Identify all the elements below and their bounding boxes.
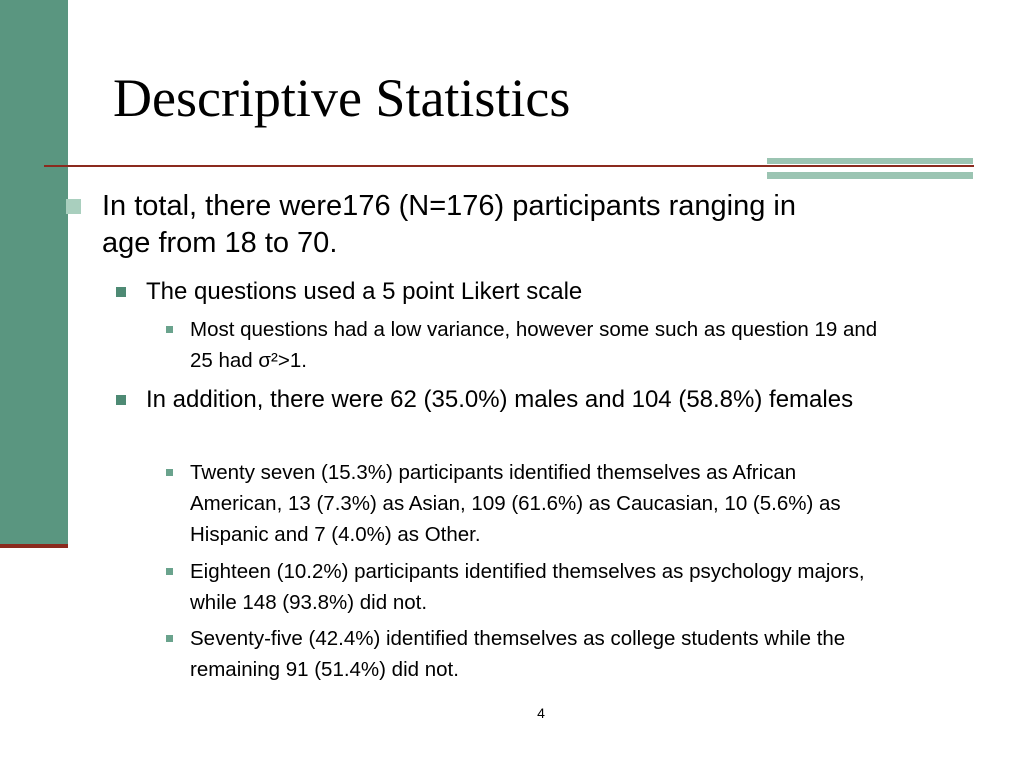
bullet-gender xyxy=(146,383,906,417)
bullet-text: Seventy-five (42.4%) identified themselves as college students while the remaining 91 (51.4%) did not. xyxy=(190,627,846,681)
bullet-text: In total, there were176 (N=176) participants ranging in age from 18 to 70. xyxy=(102,190,796,259)
bullet-text: Eighteen (10.2%) participants identified themselves as psychology majors, while 148 (93.8%) did not. xyxy=(190,560,865,614)
bullet-text: In addition, there were 62 (35.0%) males and 104 (58.8%) females xyxy=(146,386,854,413)
square-bullet-icon xyxy=(66,199,81,214)
square-bullet-icon xyxy=(166,469,173,476)
bullet-participants-total xyxy=(102,188,822,262)
slide-title: Descriptive Statistics xyxy=(113,68,571,128)
left-accent-rule xyxy=(0,544,68,548)
title-rule-accent-upper xyxy=(767,158,973,164)
square-bullet-icon xyxy=(166,326,173,333)
bullet-ethnicity xyxy=(190,457,880,550)
square-bullet-icon xyxy=(166,635,173,642)
bullet-text: Twenty seven (15.3%) participants identified themselves as African American, 13 (7.3%) as Asian, 109 (61.6%) as Caucasian, 10 (5.6%) as Hispanic and 7 (4.0%) as Other. xyxy=(190,461,841,546)
bullet-variance xyxy=(190,314,880,376)
square-bullet-icon xyxy=(166,568,173,575)
bullet-college-students xyxy=(190,623,880,685)
title-rule-accent-lower xyxy=(767,172,973,179)
bullet-majors xyxy=(190,556,880,618)
title-divider xyxy=(44,165,974,167)
bullet-text: Most questions had a low variance, however some such as question 19 and 25 had σ²>1. xyxy=(190,318,878,372)
square-bullet-icon xyxy=(116,395,126,405)
left-accent-bar xyxy=(0,0,68,546)
bullet-text: The questions used a 5 point Likert scale xyxy=(146,278,583,305)
square-bullet-icon xyxy=(116,287,126,297)
bullet-likert-scale xyxy=(146,275,906,309)
page-number: 4 xyxy=(537,705,545,721)
